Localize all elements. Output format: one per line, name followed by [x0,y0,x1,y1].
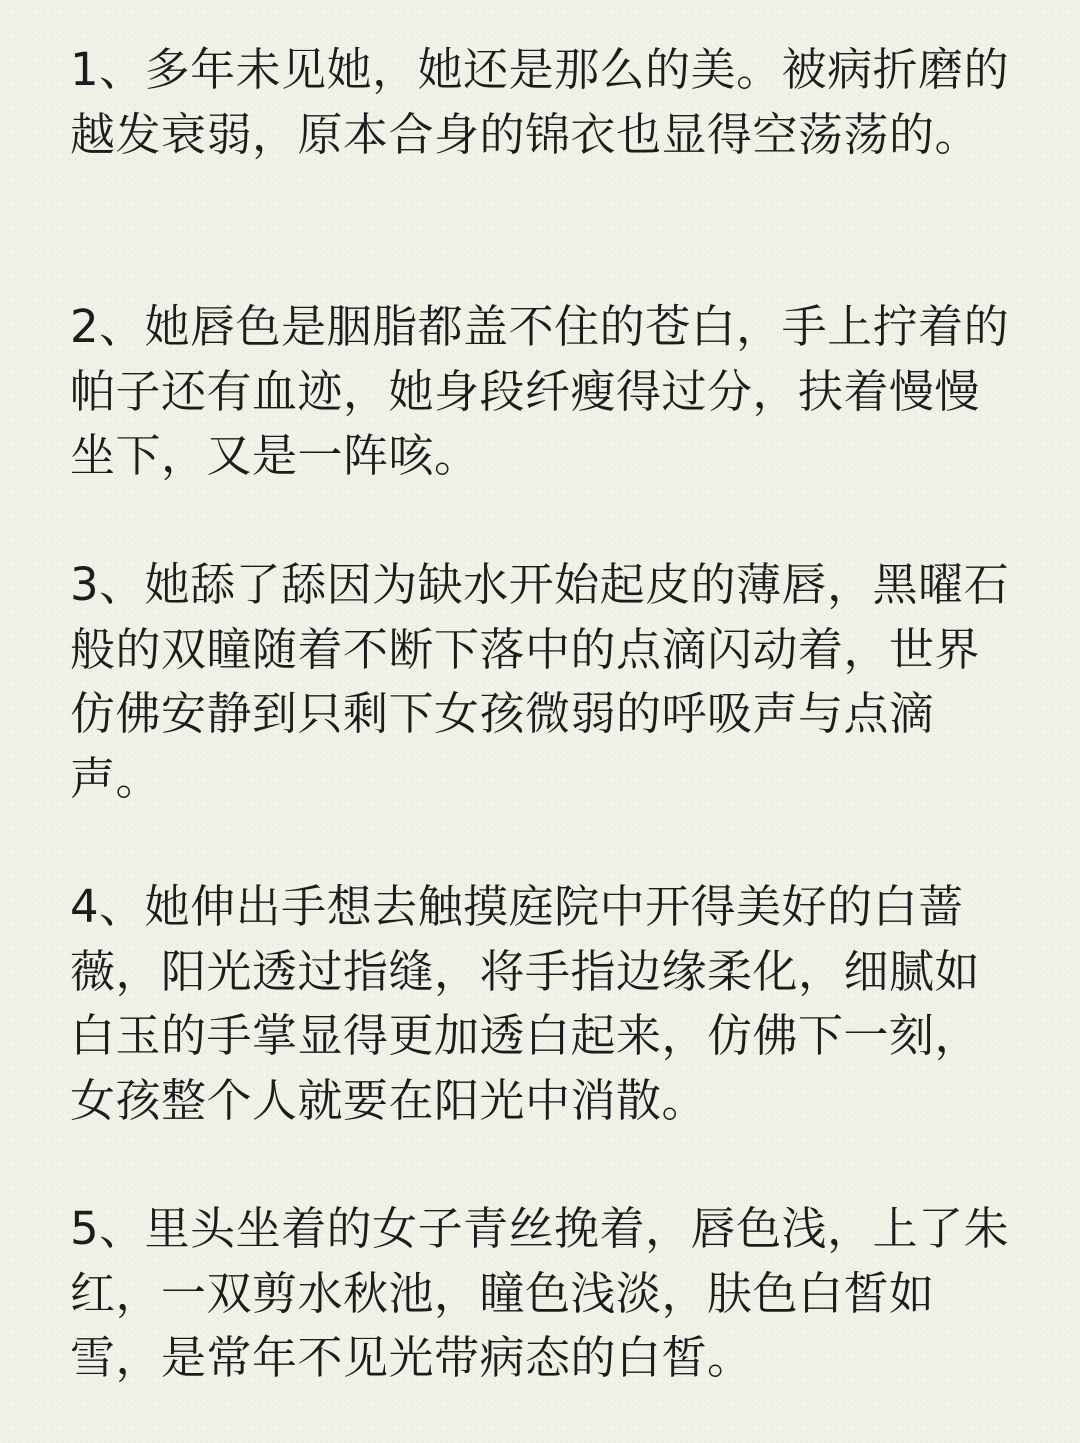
paragraph-1: 1、多年未见她，她还是那么的美。被病折磨的越发衰弱，原本合身的锦衣也显得空荡荡的。 [70,43,1010,161]
paragraph-2: 2、她唇色是胭脂都盖不住的苍白，手上拧着的帕子还有血迹，她身段纤瘦得过分，扶着慢慢坐下，又是一阵咳。 [70,300,1010,482]
paragraph-5: 5、里头坐着的女子青丝挽着，唇色浅，上了朱红，一双剪水秋池，瞳色浅淡，肤色白皙如雪，是常年不见光带病态的白皙。 [70,1202,1010,1384]
paragraph-3: 3、她舔了舔因为缺水开始起皮的薄唇，黑曜石般的双瞳随着不断下落中的点滴闪动着，世界仿佛安静到只剩下女孩微弱的呼吸声与点滴声。 [70,558,1010,805]
paragraph-4: 4、她伸出手想去触摸庭院中开得美好的白蔷薇，阳光透过指缝，将手指边缘柔化，细腻如白玉的手掌显得更加透白起来，仿佛下一刻，女孩整个人就要在阳光中消散。 [70,880,981,1127]
